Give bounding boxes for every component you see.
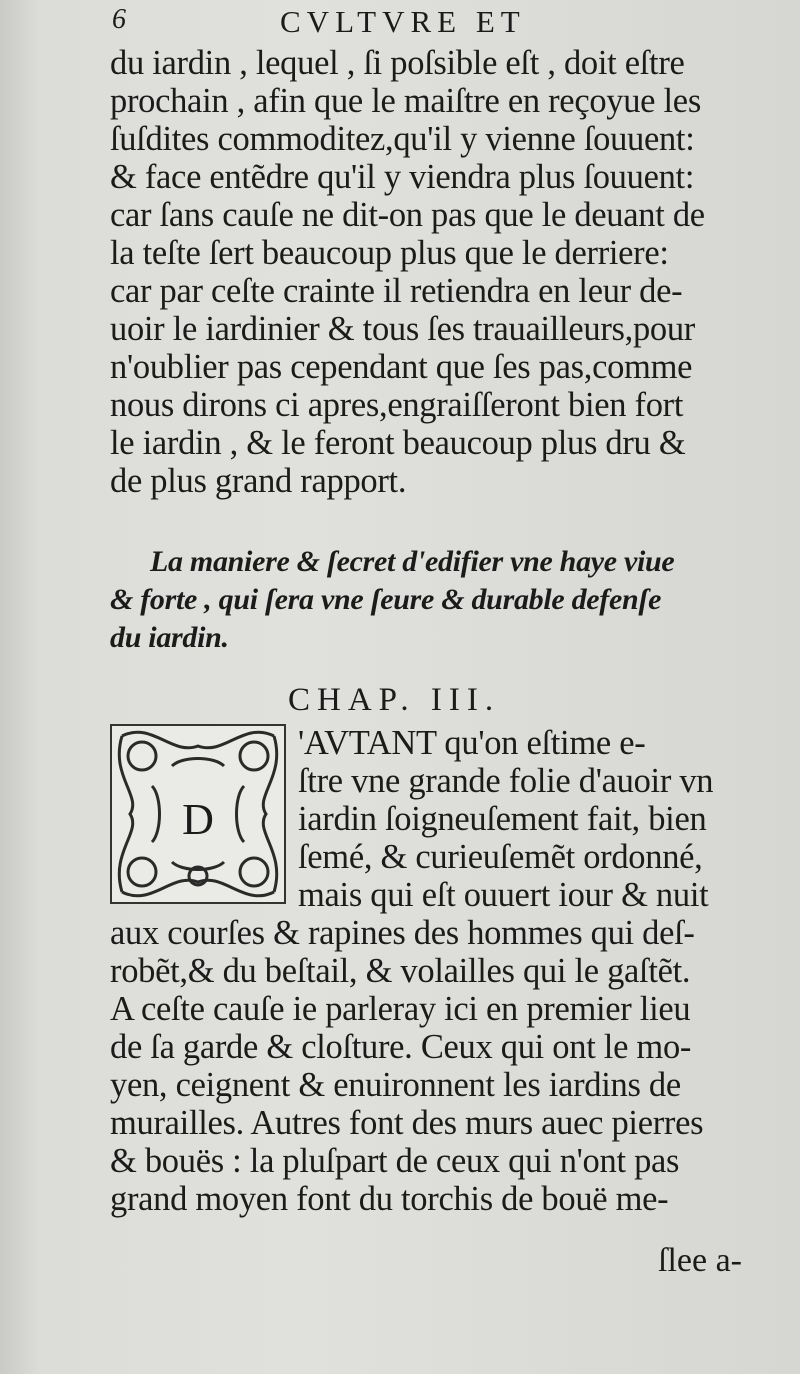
text-line: A ceſte cauſe ie parleray ici en premier lieu — [110, 990, 691, 1028]
text-line: de plus grand rapport. — [110, 462, 407, 500]
chapter-text — [110, 724, 770, 1218]
chapter-summary — [110, 543, 760, 657]
text-line: & bouës : la pluſpart de ceux qui n'ont pas — [110, 1142, 680, 1180]
text-line: n'oublier pas cependant que ſes pas,comme — [110, 348, 693, 386]
text-line: murailles. Autres font des murs auec pierres — [110, 1104, 704, 1142]
text-line: iardin ſoigneuſement fait, bien — [298, 800, 707, 838]
text-line: robẽt,& du beſtail, & volailles qui le gaſtẽt. — [110, 952, 691, 990]
initial-letter: D — [182, 795, 214, 844]
text-line: grand moyen font du torchis de bouë me- — [110, 1180, 669, 1218]
text-line: ſuſdites commoditez,qu'il y vienne ſouuent: — [110, 120, 695, 158]
text-line: 'AVTANT qu'on eſtime e- — [298, 724, 646, 762]
summary-line: La maniere & ſecret d'edifier vne haye viue — [150, 545, 675, 578]
catchword: ſlee a- — [658, 1242, 742, 1279]
summary-line: du iardin. — [110, 621, 229, 654]
text-line: yen, ceignent & enuironnent les iardins de — [110, 1066, 681, 1104]
text-line: de ſa garde & cloſture. Ceux qui ont le mo- — [110, 1028, 692, 1066]
text-line: mais qui eſt ouuert iour & nuit — [298, 876, 709, 914]
summary-line: & forte , qui ſera vne ſeure & durable defenſe — [110, 583, 662, 616]
text-line: & face entẽdre qu'il y viendra plus ſouuent: — [110, 158, 695, 196]
text-line: aux courſes & rapines des hommes qui deſ- — [110, 914, 695, 952]
text-line: nous dirons ci apres,engraiſſeront bien fort — [110, 386, 684, 424]
chapter-title: CHAP. III. — [288, 682, 501, 718]
text-line: prochain , afin que le maiſtre en reçoyue les — [110, 82, 701, 120]
text-line: le iardin , & le feront beaucoup plus dru & — [110, 424, 686, 462]
page-number: 6 — [112, 4, 126, 35]
running-head — [110, 4, 760, 44]
text-line: uoir le iardinier & tous ſes trauailleurs,pour — [110, 310, 695, 348]
text-line: ſemé, & curieuſemẽt ordonné, — [298, 838, 703, 876]
text-line: car ſans cauſe ne dit-on pas que le deuant de — [110, 196, 705, 234]
text-line: la teſte ſert beaucoup plus que le derriere: — [110, 234, 669, 272]
text-line: ſtre vne grande folie d'auoir vn — [298, 762, 714, 800]
running-title: CVLTVRE ET — [280, 4, 526, 39]
body-paragraph — [110, 44, 760, 500]
text-line: car par ceſte crainte il retiendra en leur de- — [110, 272, 683, 310]
text-line: du iardin , lequel , ſi poſsible eſt , doit eſtre — [110, 44, 685, 82]
